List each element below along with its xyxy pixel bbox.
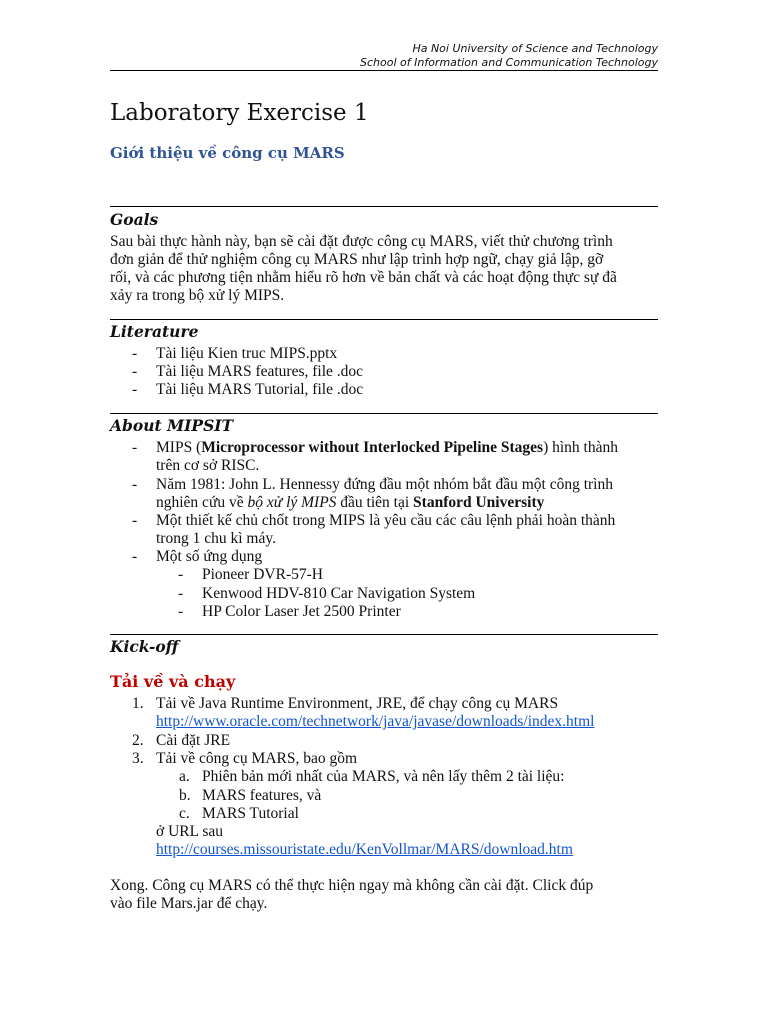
sub-item-letter: a. xyxy=(179,768,190,785)
literature-item-text: Tài liệu MARS Tutorial, file .doc xyxy=(156,381,364,398)
hennessy-line-1: Năm 1981: John L. Hennessy đứng đầu một nhóm bắt đầu một công trình xyxy=(156,476,613,493)
sub-item-letter: c. xyxy=(179,805,190,822)
dash-bullet: - xyxy=(178,566,184,583)
dash-bullet: - xyxy=(132,439,138,456)
mips-post: ) hình thành xyxy=(543,439,618,456)
design-line-1: Một thiết kế chủ chốt trong MIPS là yêu cầu các câu lệnh phải hoàn thành xyxy=(156,512,616,529)
sub-item-text: MARS features, và xyxy=(202,787,322,804)
download-heading: Tải về và chạy xyxy=(110,672,236,691)
page-subtitle: Giới thiệu về công cụ MARS xyxy=(110,144,345,162)
goals-paragraph xyxy=(110,233,658,305)
sub-item-text: Phiên bản mới nhất của MARS, và nên lấy thêm 2 tài liệu: xyxy=(202,768,565,785)
hennessy-line-2 xyxy=(156,494,658,512)
dash-bullet: - xyxy=(132,381,138,398)
header-school: School of Information and Communication Technology xyxy=(360,55,658,69)
header-university: Ha Noi University of Science and Technology xyxy=(412,42,658,55)
closing-line-2: vào file Mars.jar để chạy. xyxy=(110,895,268,912)
dash-bullet: - xyxy=(132,363,138,380)
literature-item-text: Tài liệu Kien truc MIPS.pptx xyxy=(156,345,338,362)
stanford-name: Stanford University xyxy=(413,494,545,511)
step-number: 3. xyxy=(132,750,144,767)
closing-paragraph xyxy=(110,877,658,913)
goals-heading: Goals xyxy=(110,210,159,229)
goals-line: xảy ra trong bộ xử lý MIPS. xyxy=(110,287,285,304)
step-number: 1. xyxy=(132,695,144,712)
page-title: Laboratory Exercise 1 xyxy=(110,100,369,126)
apps-label: Một số ứng dụng xyxy=(156,548,263,565)
dash-bullet: - xyxy=(132,345,138,362)
dash-bullet: - xyxy=(132,476,138,493)
dash-bullet: - xyxy=(178,585,184,602)
mips-line xyxy=(156,439,658,457)
step3-text: Tải về công cụ MARS, bao gồm xyxy=(156,750,358,767)
app-item-text: Kenwood HDV-810 Car Navigation System xyxy=(202,585,476,602)
goals-divider xyxy=(110,206,658,207)
design-line-2: trong 1 chu kì máy. xyxy=(156,530,276,547)
hennessy-italic: bộ xử lý MIPS xyxy=(247,494,337,511)
literature-divider xyxy=(110,319,658,320)
goals-line: đơn giản để thử nghiệm công cụ MARS như lập trình hợp ngữ, chạy giả lập, gỡ xyxy=(110,251,604,268)
jre-download-link[interactable]: http://www.oracle.com/technetwork/java/javase/downloads/index.html xyxy=(156,713,595,730)
hennessy-pre: nghiên cứu về xyxy=(156,494,248,511)
sub-item-letter: b. xyxy=(179,787,191,804)
closing-line-1: Xong. Công cụ MARS có thể thực hiện ngay mà không cần cài đặt. Click đúp xyxy=(110,877,594,894)
mips-pre: MIPS ( xyxy=(156,439,202,456)
sub-item-text: MARS Tutorial xyxy=(202,805,299,822)
literature-heading: Literature xyxy=(110,322,199,341)
url-label: ở URL sau xyxy=(156,823,224,840)
kickoff-divider xyxy=(110,634,658,635)
app-item-text: Pioneer DVR-57-H xyxy=(202,566,323,583)
page-header xyxy=(110,42,658,69)
header-divider xyxy=(110,70,658,71)
app-item-text: HP Color Laser Jet 2500 Printer xyxy=(202,603,401,620)
about-heading: About MIPSIT xyxy=(110,416,234,435)
dash-bullet: - xyxy=(132,548,138,565)
literature-item-text: Tài liệu MARS features, file .doc xyxy=(156,363,364,380)
dash-bullet: - xyxy=(178,603,184,620)
kickoff-heading: Kick-off xyxy=(110,637,179,656)
step-number: 2. xyxy=(132,732,144,749)
about-divider xyxy=(110,413,658,414)
goals-line: Sau bài thực hành này, bạn sẽ cài đặt được công cụ MARS, viết thử chương trình xyxy=(110,233,613,250)
dash-bullet: - xyxy=(132,512,138,529)
mips-line-2: trên cơ sở RISC. xyxy=(156,457,260,474)
hennessy-mid: đầu tiên tại xyxy=(336,494,414,511)
mars-download-link[interactable]: http://courses.missouristate.edu/KenVollmar/MARS/download.htm xyxy=(156,841,573,858)
step2-text: Cài đặt JRE xyxy=(156,732,231,749)
step1-text: Tải về Java Runtime Environment, JRE, để chạy công cụ MARS xyxy=(156,695,559,712)
goals-line: rối, và các phương tiện nhằm hiểu rõ hơn về bản chất và các hoạt động thực sự đã xyxy=(110,269,617,286)
mips-fullname: Microprocessor without Interlocked Pipeline Stages xyxy=(201,439,544,456)
